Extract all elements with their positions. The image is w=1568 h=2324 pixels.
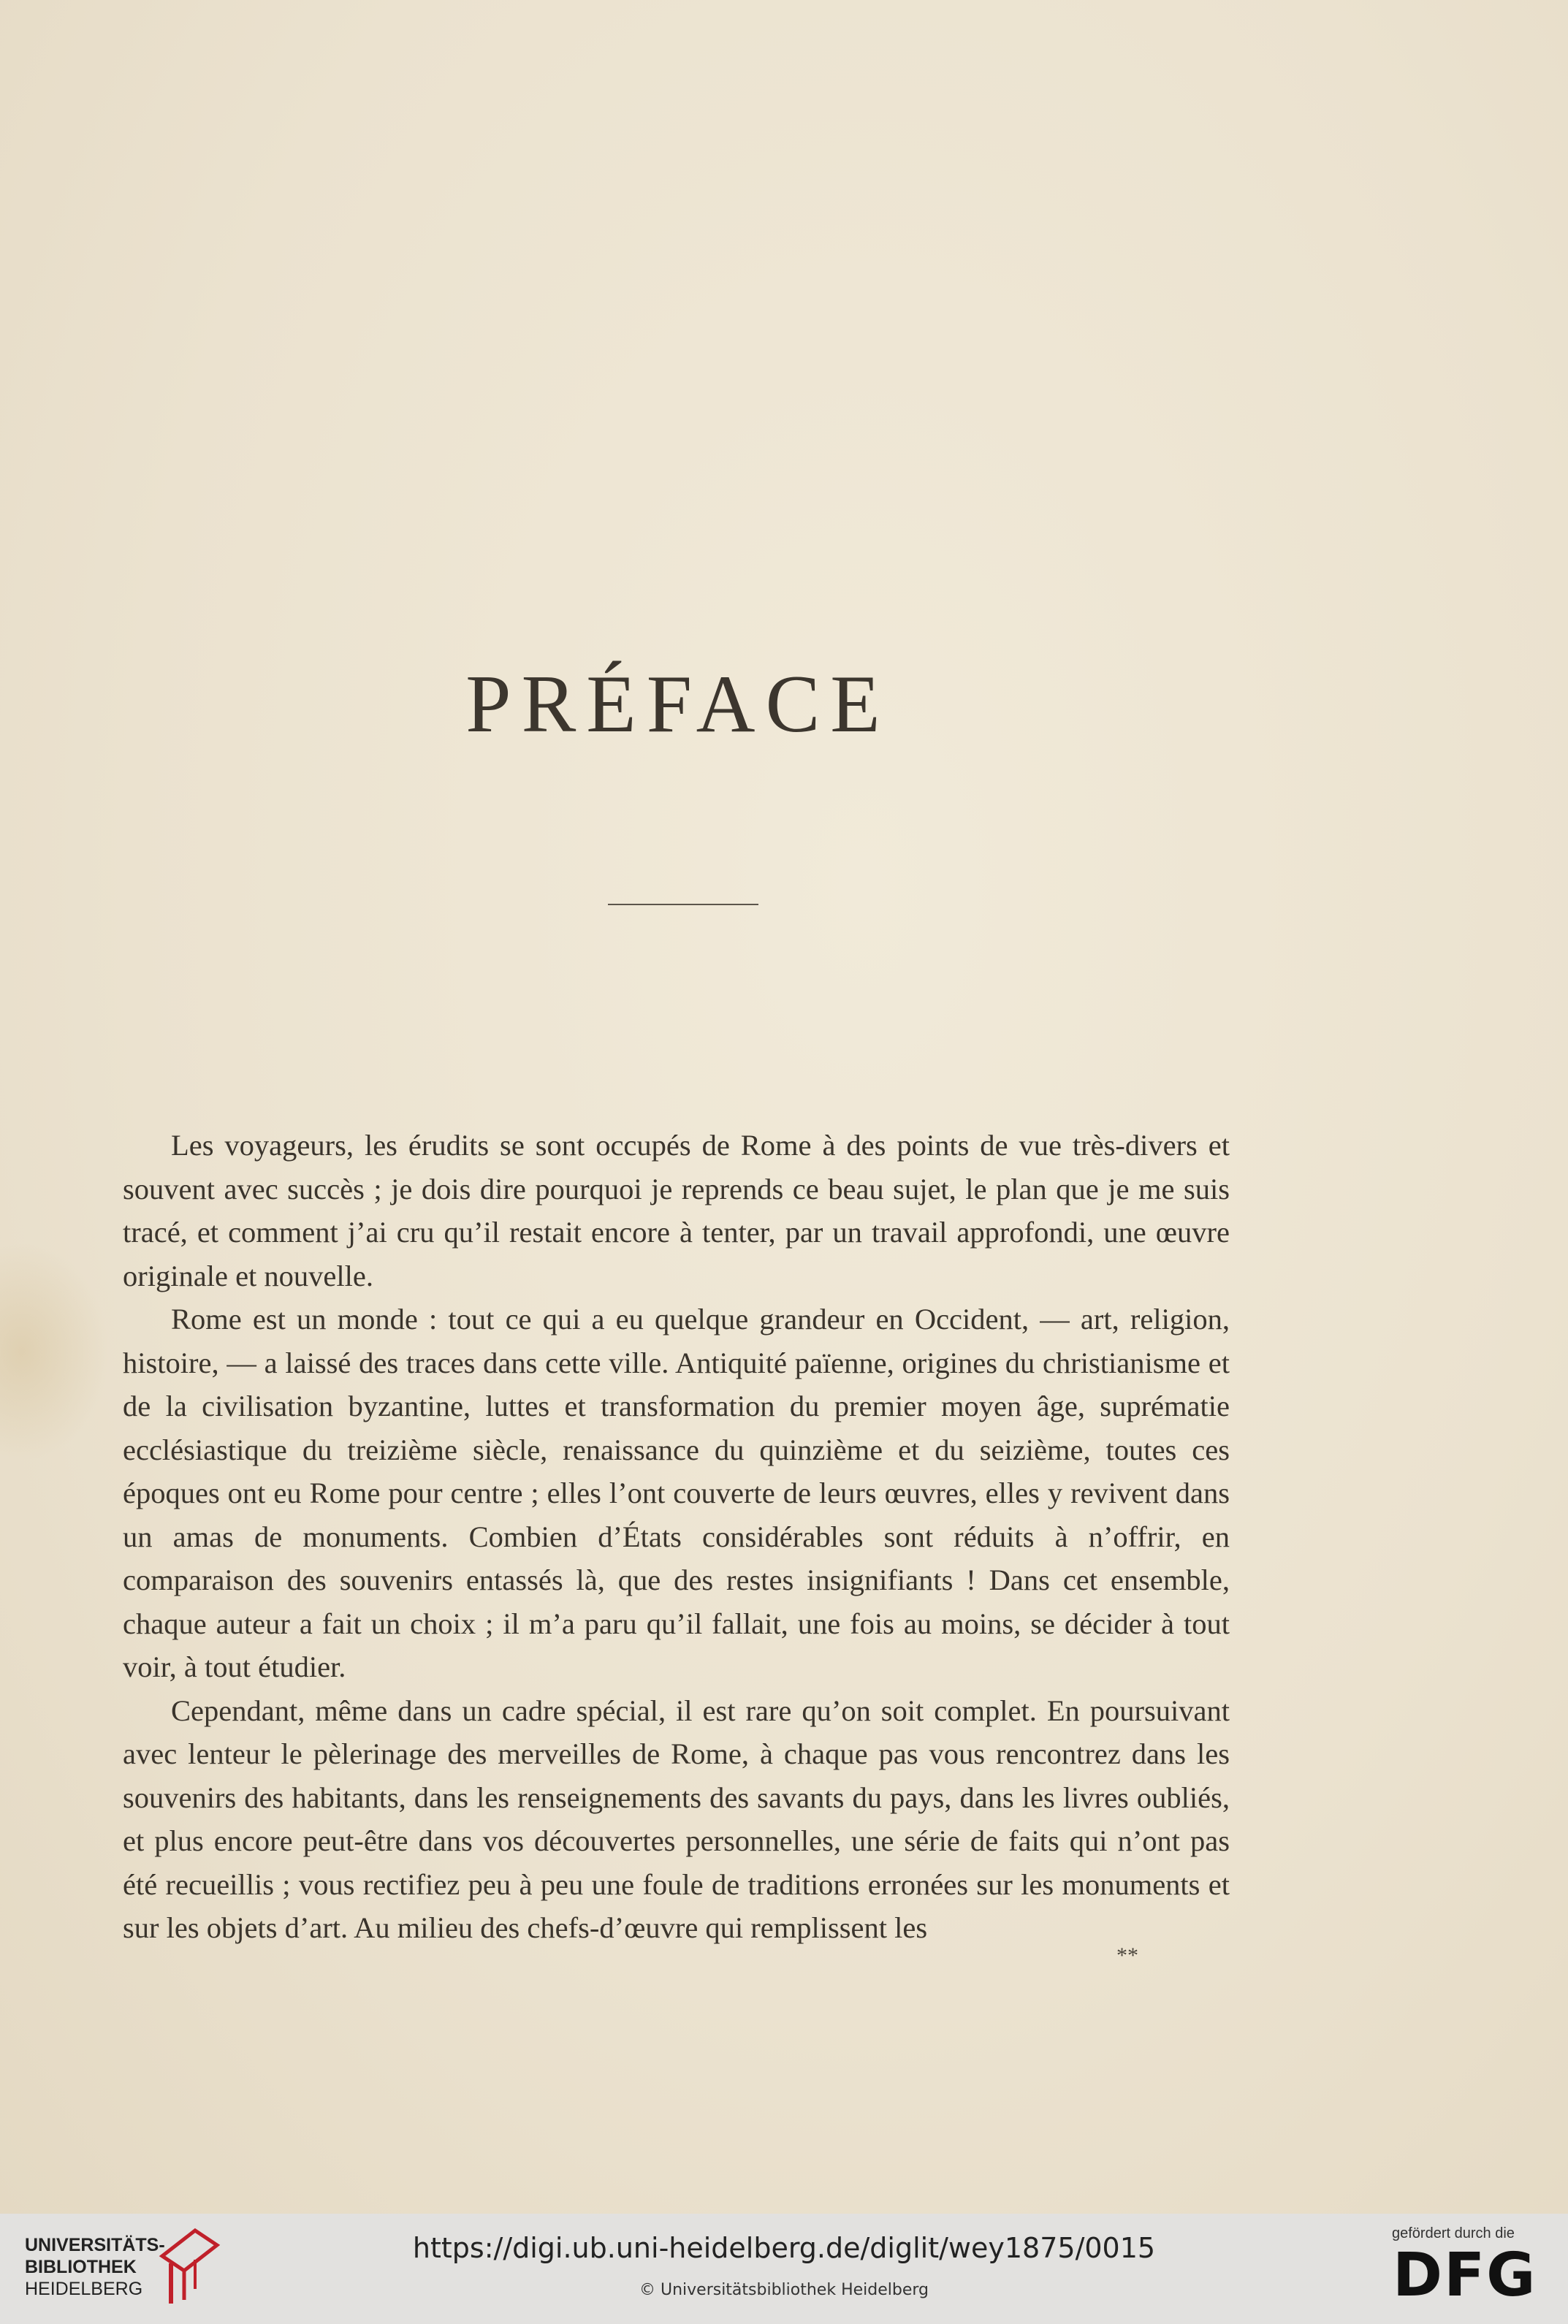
copyright-notice: © Universitätsbibliothek Heidelberg [639,2281,929,2299]
permalink-url[interactable]: https://digi.ub.uni-heidelberg.de/diglit/wey1875/0015 [412,2232,1156,2264]
paragraph-3: Cependant, même dans un cadre spécial, il est rare qu’on soit complet. En poursuivant avec lenteur le pèlerinage des merveilles de Rome, à chaque pas vous rencontrez dans les souvenirs des habitants, dans les renseignements des savants du pays, dans les livres oubliés, et plus encore peut-être dans vos découvertes personnelles, une série de faits qui n’ont pas été recueillis ; vous rectifiez peu à peu une foule de traditions erronées sur les monuments et sur les objets d’art. Au milieu des chefs-d’œuvre qui remplissent les [123,1694,1230,1944]
title-divider [608,904,758,905]
paragraph-2: Rome est un monde : tout ce qui a eu quelque grandeur en Occident, — art, religion, histoire, — a laissé des traces dans cette ville. Antiquité païenne, origines du christianisme et de la civilisation byzantine, luttes et transformation du premier moyen âge, suprématie ecclésiastique du treizième siècle, renaissance du quinzième et du seizième, toutes ces époques ont eu Rome pour centre ; elles l’ont couverte de leurs œuvres, elles y revivent dans un amas de monuments. Combien d’États considérables sont réduits à n’offrir, en comparaison des souvenirs entassés là, que des restes insignifiants ! Dans cet ensemble, chaque auteur a fait un choix ; il m’a paru qu’il fallait, une fois au moins, se décider à tout voir, à tout étudier. [123,1303,1230,1683]
library-name-line1: UNIVERSITÄTS- [25,2235,165,2255]
library-name-line2: BIBLIOTHEK [25,2257,137,2277]
paper-stain [0,1242,110,1461]
page-title: PRÉFACE [465,659,891,750]
signature-mark: ** [1116,1943,1138,1967]
footer-bar [0,2214,1568,2324]
dfg-logo: DFG [1393,2241,1537,2310]
preface-body [123,1124,1230,1950]
library-name-line3: HEIDELBERG [25,2279,143,2299]
funding-caption: gefördert durch die [1392,2225,1515,2241]
paragraph-1: Les voyageurs, les érudits se sont occupés de Rome à des points de vue très-divers et souvent avec succès ; je dois dire pourquoi je reprends ce beau sujet, le plan que je me suis tracé, et comment j’ai cru qu’il restait encore à tenter, par un travail approfondi, une œuvre originale et nouvelle. [123,1129,1230,1292]
